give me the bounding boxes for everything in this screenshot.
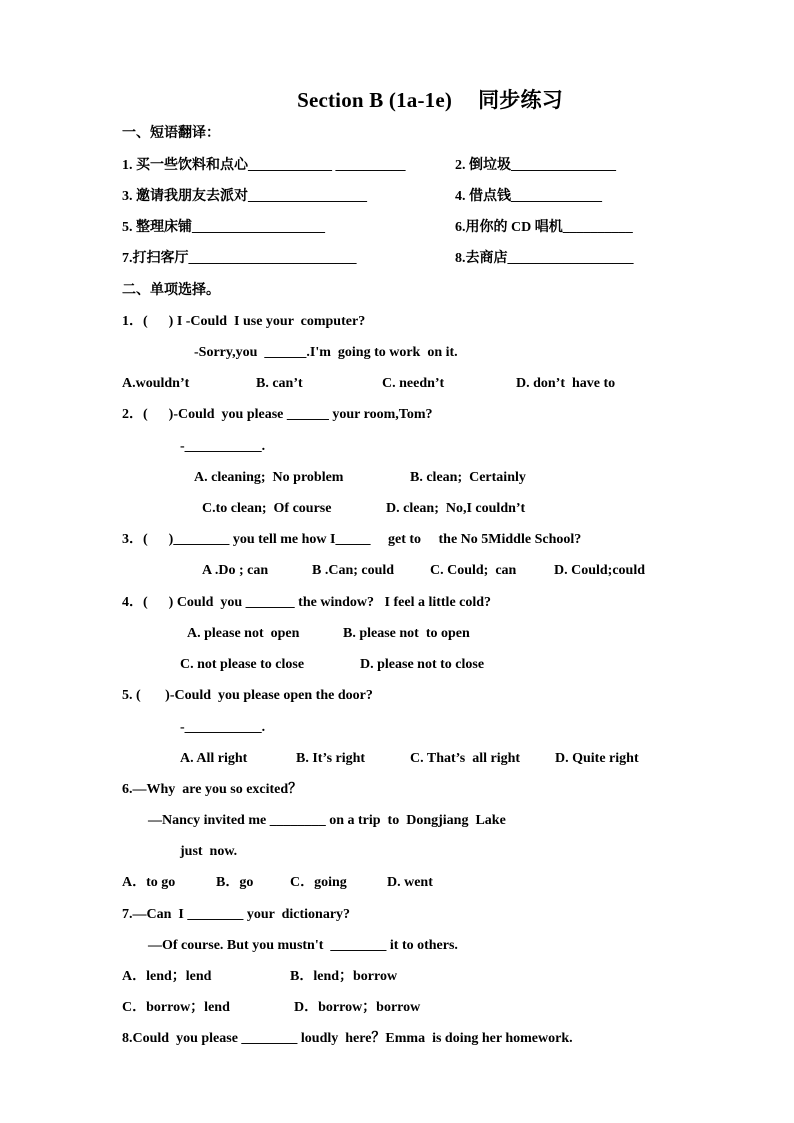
q3-option-c: C. Could; can	[430, 563, 517, 578]
phrase-item-5: 5. 整理床铺___________________	[122, 220, 325, 235]
title-main: Section B (1a-1e)	[297, 88, 453, 112]
q5-option-a: A. All right	[180, 751, 248, 766]
q7-option-c: C．borrow；lend	[122, 1000, 230, 1015]
q4-option-c: C. not please to close	[180, 657, 305, 672]
question-4-stem: 4．( ) Could you _______ the window? I feel a little cold?	[122, 595, 492, 610]
q2-option-b: B. clean; Certainly	[410, 470, 526, 485]
q2-option-d: D. clean; No,I couldn’t	[386, 501, 526, 516]
phrase-item-4: 4. 借点钱_____________	[455, 189, 602, 204]
q1-option-d: D. don’t have to	[516, 376, 616, 391]
q5-option-d: D. Quite right	[555, 751, 639, 766]
q7-option-a: A．lend；lend	[122, 969, 212, 984]
question-6-stem: 6.—Why are you so excited？	[122, 782, 303, 797]
phrase-item-3: 3. 邀请我朋友去派对_________________	[122, 189, 367, 204]
phrase-item-8: 8.去商店__________________	[455, 251, 634, 266]
question-7-response: —Of course. But you mustn't ________ it to others.	[148, 938, 458, 953]
q5-option-b: B. It’s right	[296, 751, 366, 766]
q6-option-b: B．go	[216, 875, 254, 890]
q3-option-d: D. Could;could	[554, 563, 646, 578]
section2-heading: 二、单项选择。	[122, 283, 220, 298]
q7-option-d: D．borrow；borrow	[294, 1000, 421, 1015]
phrase-item-6: 6.用你的 CD 唱机__________	[455, 220, 633, 235]
q6-option-c: C．going	[290, 875, 347, 890]
question-7-stem: 7.—Can I ________ your dictionary?	[122, 907, 351, 922]
q1-option-c: C. needn’t	[382, 376, 445, 391]
question-1-stem: 1．( ) I -Could I use your computer?	[122, 314, 366, 329]
page-title	[0, 84, 794, 114]
q1-option-a: A.wouldn’t	[122, 376, 190, 391]
section1-heading: 一、短语翻译：	[122, 126, 220, 141]
question-2-response: -___________.	[180, 439, 266, 454]
question-2-stem: 2．( )-Could you please ______ your room,Tom?	[122, 407, 433, 422]
question-8-stem: 8.Could you please ________ loudly here？Emma is doing her homework.	[122, 1031, 573, 1046]
q2-option-c: C.to clean; Of course	[202, 501, 332, 516]
q2-option-a: A. cleaning; No problem	[194, 470, 344, 485]
question-5-stem: 5. ( )-Could you please open the door?	[122, 688, 373, 703]
phrase-item-2: 2. 倒垃圾_______________	[455, 158, 616, 173]
title-chinese: 同步练习	[478, 88, 563, 112]
q4-option-a: A. please not open	[187, 626, 300, 641]
q7-option-b: B．lend；borrow	[290, 969, 398, 984]
question-6-response-cont: just now.	[180, 844, 238, 859]
phrase-item-7: 7.打扫客厅________________________	[122, 251, 357, 266]
q6-option-a: A．to go	[122, 875, 176, 890]
question-5-response: -___________.	[180, 720, 266, 735]
q1-option-b: B. can’t	[256, 376, 303, 391]
q4-option-d: D. please not to close	[360, 657, 485, 672]
q3-option-b: B .Can; could	[312, 563, 395, 578]
q3-option-a: A .Do ; can	[202, 563, 269, 578]
q6-option-d: D. went	[387, 875, 433, 890]
question-3-stem: 3．( )________ you tell me how I_____ get to the No 5Middle School?	[122, 532, 582, 547]
q4-option-b: B. please not to open	[343, 626, 470, 641]
question-1-response: -Sorry,you ______.I'm going to work on it.	[194, 345, 458, 360]
phrase-item-1: 1. 买一些饮料和点心____________ __________	[122, 158, 406, 173]
question-6-response: —Nancy invited me ________ on a trip to Dongjiang Lake	[148, 813, 506, 828]
q5-option-c: C. That’s all right	[410, 751, 521, 766]
